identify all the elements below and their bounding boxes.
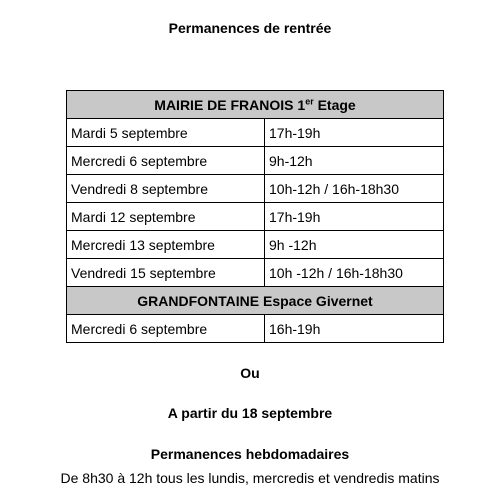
weekly-title: Permanences hebdomadaires xyxy=(150,446,350,462)
schedule-table xyxy=(66,90,444,343)
hours-cell: 10h -12h / 16h-18h30 xyxy=(265,259,444,287)
hours-cell: 17h-19h xyxy=(265,119,444,147)
date-cell: Mardi 12 septembre xyxy=(67,203,265,231)
date-cell: Mardi 5 septembre xyxy=(67,119,265,147)
page-title: Permanences de rentrée xyxy=(168,20,332,36)
table-row xyxy=(67,231,444,259)
date-cell: Mercredi 13 septembre xyxy=(67,231,265,259)
header-text: MAIRIE DE FRANOIS 1 xyxy=(154,96,306,113)
table-row xyxy=(67,203,444,231)
hours-cell: 9h-12h xyxy=(265,147,444,175)
weekly-hours: De 8h30 à 12h tous les lundis, mercredis et vendredis matins xyxy=(60,470,440,486)
section-header-row xyxy=(67,287,444,315)
header-superscript: er xyxy=(305,95,314,106)
date-cell: Vendredi 8 septembre xyxy=(67,175,265,203)
section-header-row xyxy=(67,91,444,119)
start-date-heading: A partir du 18 septembre xyxy=(167,405,333,421)
date-cell: Vendredi 15 septembre xyxy=(67,259,265,287)
date-cell: Mercredi 6 septembre xyxy=(67,147,265,175)
date-cell: Mercredi 6 septembre xyxy=(67,315,265,343)
section-header-grandfontaine: GRANDFONTAINE Espace Givernet xyxy=(67,287,444,315)
section-header-mairie xyxy=(67,91,444,119)
hours-cell: 16h-19h xyxy=(265,315,444,343)
table-row xyxy=(67,175,444,203)
header-text-rest: Etage xyxy=(313,96,356,113)
hours-cell: 9h -12h xyxy=(265,231,444,259)
hours-cell: 17h-19h xyxy=(265,203,444,231)
table-row xyxy=(67,147,444,175)
table-row xyxy=(67,119,444,147)
or-separator: Ou xyxy=(240,365,260,381)
hours-cell: 10h-12h / 16h-18h30 xyxy=(265,175,444,203)
table-row xyxy=(67,259,444,287)
table-row xyxy=(67,315,444,343)
